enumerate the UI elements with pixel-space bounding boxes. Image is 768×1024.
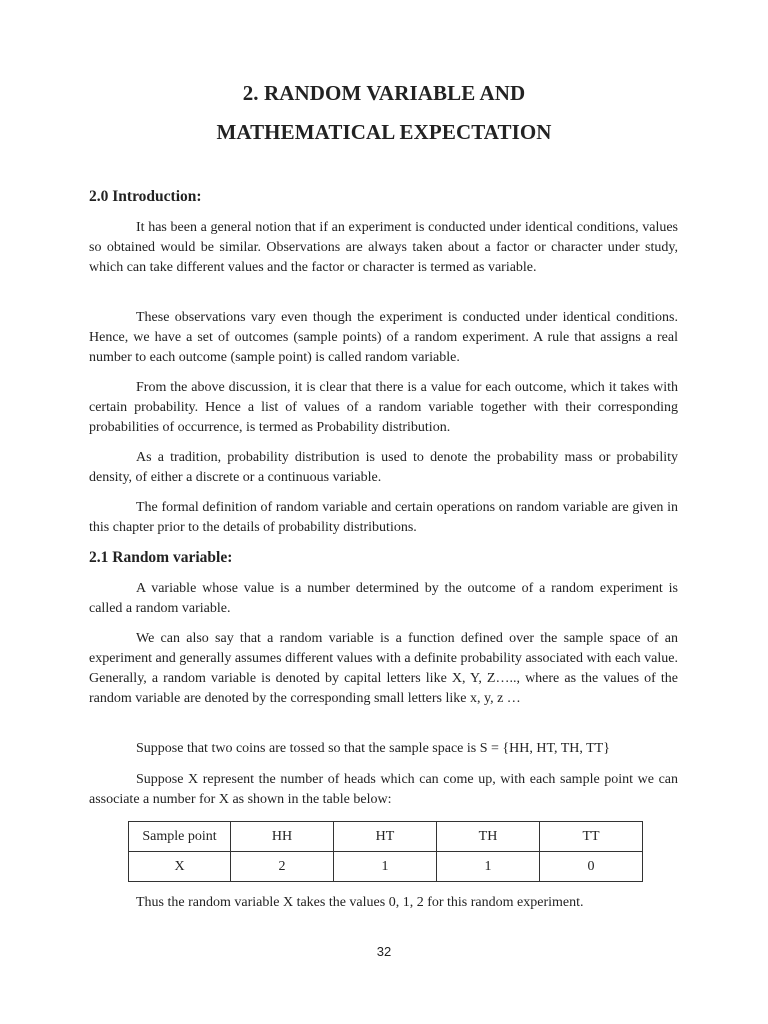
table-header-cell: HT <box>334 822 437 852</box>
table-cell: 1 <box>437 852 540 882</box>
table-cell: 0 <box>540 852 643 882</box>
table-header-cell: Sample point <box>129 822 231 852</box>
rv-paragraph-3: Suppose that two coins are tossed so that the sample space is S = {HH, HT, TH, TT} <box>136 741 610 756</box>
rv-paragraph-4: Suppose X represent the number of heads which can come up, with each sample point we can associate a number for X as shown in the table below: <box>89 772 678 807</box>
page-number: 32 <box>376 944 392 959</box>
intro-paragraph-3: From the above discussion, it is clear that there is a value for each outcome, which it takes with certain probability. Hence a list of values of a random variable together with their corresponding probabilities of occurrence, is termed as Probability distribution. <box>89 380 678 435</box>
intro-paragraph-4: As a tradition, probability distribution is used to denote the probability mass or probability density, of either a discrete or a continuous variable. <box>89 450 678 485</box>
rv-paragraph-2: We can also say that a random variable is a function defined over the sample space of an experiment and generally assumes different values with a definite probability associated with each value. Generally, a random variable is denoted by capital letters like X, Y, Z….., where as the values of the random variable are denoted by the corresponding small letters like x, y, z … <box>89 631 678 706</box>
rv-paragraph-1: A variable whose value is a number determined by the outcome of a random experiment is called a random variable. <box>89 581 678 616</box>
table-header-cell: HH <box>231 822 334 852</box>
intro-paragraph-2: These observations vary even though the experiment is conducted under identical conditions. Hence, we have a set of outcomes (sample points) of a random experiment. A rule that assigns a real number to each outcome (sample point) is called random variable. <box>89 310 678 365</box>
chapter-title-line-1: 2. RANDOM VARIABLE AND <box>242 81 526 105</box>
table-header-cell: TH <box>437 822 540 852</box>
intro-paragraph-1: It has been a general notion that if an experiment is conducted under identical conditions, values so obtained would be similar. Observations are always taken about a factor or character under study, which can take different values and the factor or character is termed as variable. <box>89 220 678 275</box>
table-cell: 1 <box>334 852 437 882</box>
table-cell: X <box>129 852 231 882</box>
chapter-title-line-2: MATHEMATICAL EXPECTATION <box>216 120 552 144</box>
table-header-cell: TT <box>540 822 643 852</box>
table-row <box>129 822 643 852</box>
section-heading-random-variable: 2.1 Random variable: <box>89 549 233 566</box>
table-cell: 2 <box>231 852 334 882</box>
closing-paragraph: Thus the random variable X takes the values 0, 1, 2 for this random experiment. <box>136 895 584 910</box>
section-heading-introduction: 2.0 Introduction: <box>89 188 202 205</box>
table-row <box>129 852 643 882</box>
sample-point-table <box>128 821 643 882</box>
intro-paragraph-5: The formal definition of random variable and certain operations on random variable are given in this chapter prior to the details of probability distributions. <box>89 500 678 535</box>
